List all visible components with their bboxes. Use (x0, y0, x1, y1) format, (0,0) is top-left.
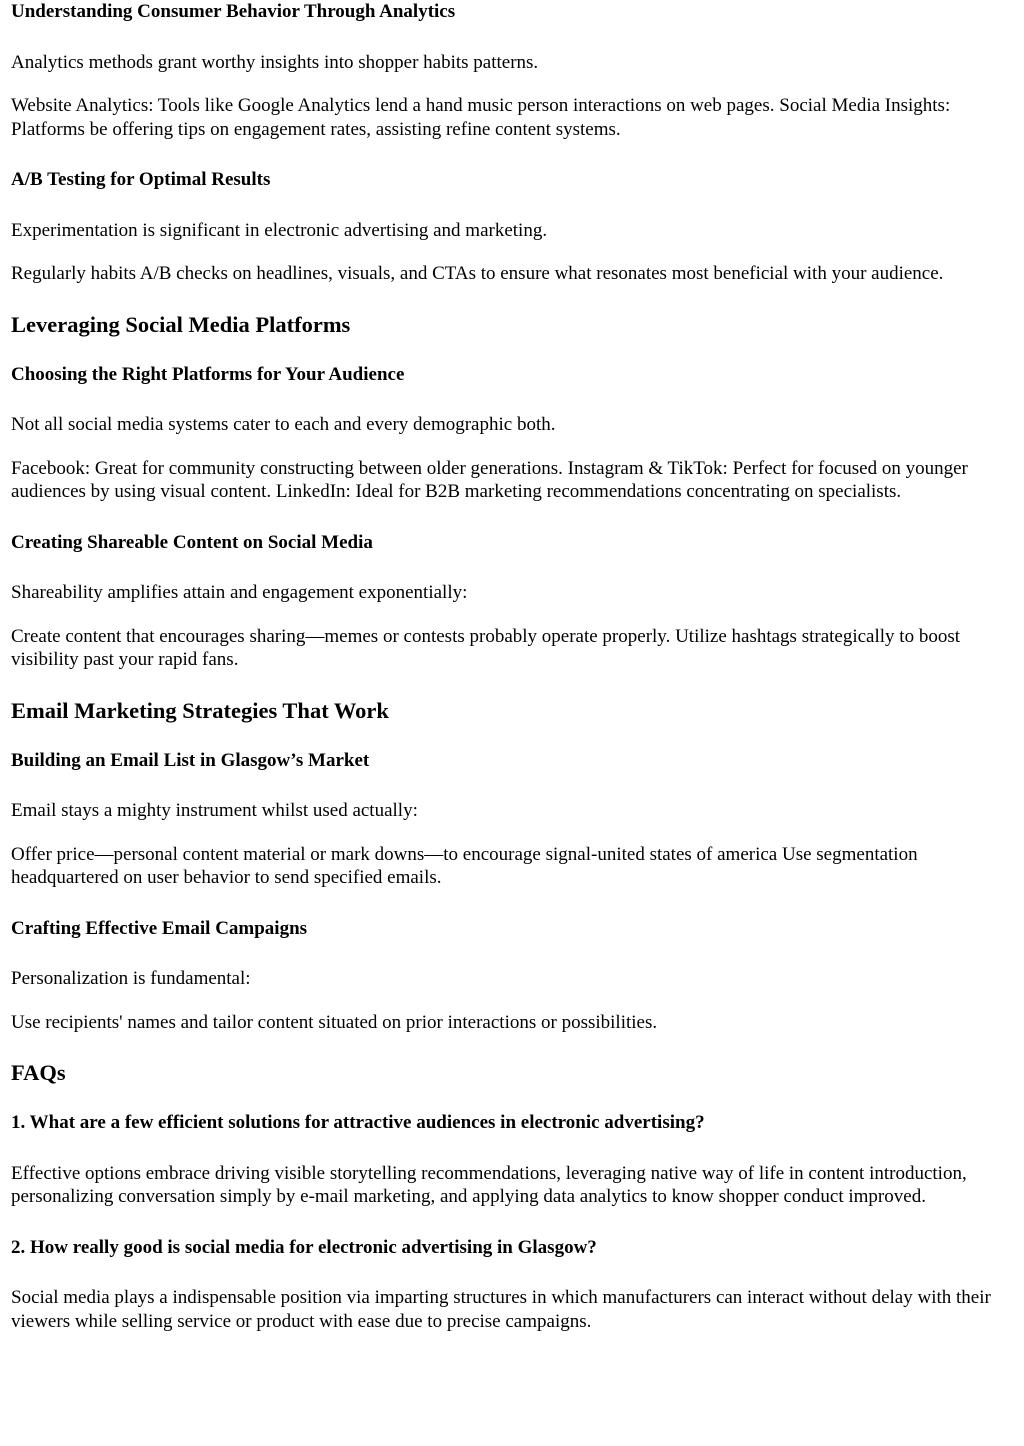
quote-create-content: Create content that encourages sharing—memes or contests probably operate properly. Utilize hashtags strategically to boost visibility past your rapid fans. (11, 625, 960, 670)
paragraph-shareability: Shareability amplifies attain and engagement exponentially: (11, 582, 468, 603)
heading-ab-testing: A/B Testing for Optimal Results (11, 169, 271, 190)
paragraph-analytics-intro: Analytics methods grant worthy insights into shopper habits patterns. (11, 51, 539, 73)
faq-question-1: 1. What are a few efficient solutions for attractive audiences in electronic advertising? (11, 1112, 705, 1133)
heading-building-email-list: Building an Email List in Glasgow’s Market (11, 749, 370, 771)
faq-answer-1: Effective options embrace driving visible storytelling recommendations, leveraging native way of life in content introduction, personalizing conversation simply by e-mail marketing, and applying data analytics to know shopper conduct improved. (11, 1162, 967, 1207)
paragraph-demographics: Not all social media systems cater to each and every demographic both. (11, 414, 556, 435)
paragraph-email-instrument: Email stays a mighty instrument whilst used actually: (11, 800, 418, 821)
quote-recipients-names: Use recipients' names and tailor content situated on prior interactions or possibilities. (11, 1011, 658, 1033)
heading-shareable-content: Creating Shareable Content on Social Media (11, 531, 373, 553)
heading-faqs: FAQs (11, 1060, 66, 1085)
paragraph-offer-price: Offer price—personal content material or mark downs—to encourage signal-united states of america Use segmentation headquartered on user behavior to send specified emails. (11, 843, 918, 888)
paragraph-experimentation: Experimentation is significant in electronic advertising and marketing. (11, 219, 548, 241)
heading-email-campaigns: Crafting Effective Email Campaigns (11, 917, 308, 939)
paragraph-personalization: Personalization is fundamental: (11, 968, 251, 989)
quote-website-analytics: Website Analytics: Tools like Google Analytics lend a hand music person interactions on web pages. Social Media Insights: Platforms be offering tips on engagement rates, assisting refine content systems. (11, 95, 951, 140)
heading-consumer-behavior-analytics: Understanding Consumer Behavior Through Analytics (11, 1, 456, 22)
quote-ab-checks: Regularly habits A/B checks on headlines, visuals, and CTAs to ensure what resonates most beneficial with your audience. (11, 263, 944, 284)
faq-answer-2: Social media plays a indispensable position via imparting structures in which manufacturers can interact without delay with their viewers while selling service or product with ease due to precise campaigns. (11, 1287, 991, 1332)
faq-question-2: 2. How really good is social media for electronic advertising in Glasgow? (11, 1236, 597, 1258)
heading-social-media-platforms: Leveraging Social Media Platforms (11, 311, 351, 337)
heading-email-marketing: Email Marketing Strategies That Work (11, 697, 389, 723)
heading-choosing-platforms: Choosing the Right Platforms for Your Audience (11, 363, 405, 385)
paragraph-platform-list: Facebook: Great for community constructing between older generations. Instagram & TikTok: Perfect for focused on younger audiences by using visual content. LinkedIn: Ideal for B2B marketing recommendations concentrating on specialists. (11, 457, 968, 502)
